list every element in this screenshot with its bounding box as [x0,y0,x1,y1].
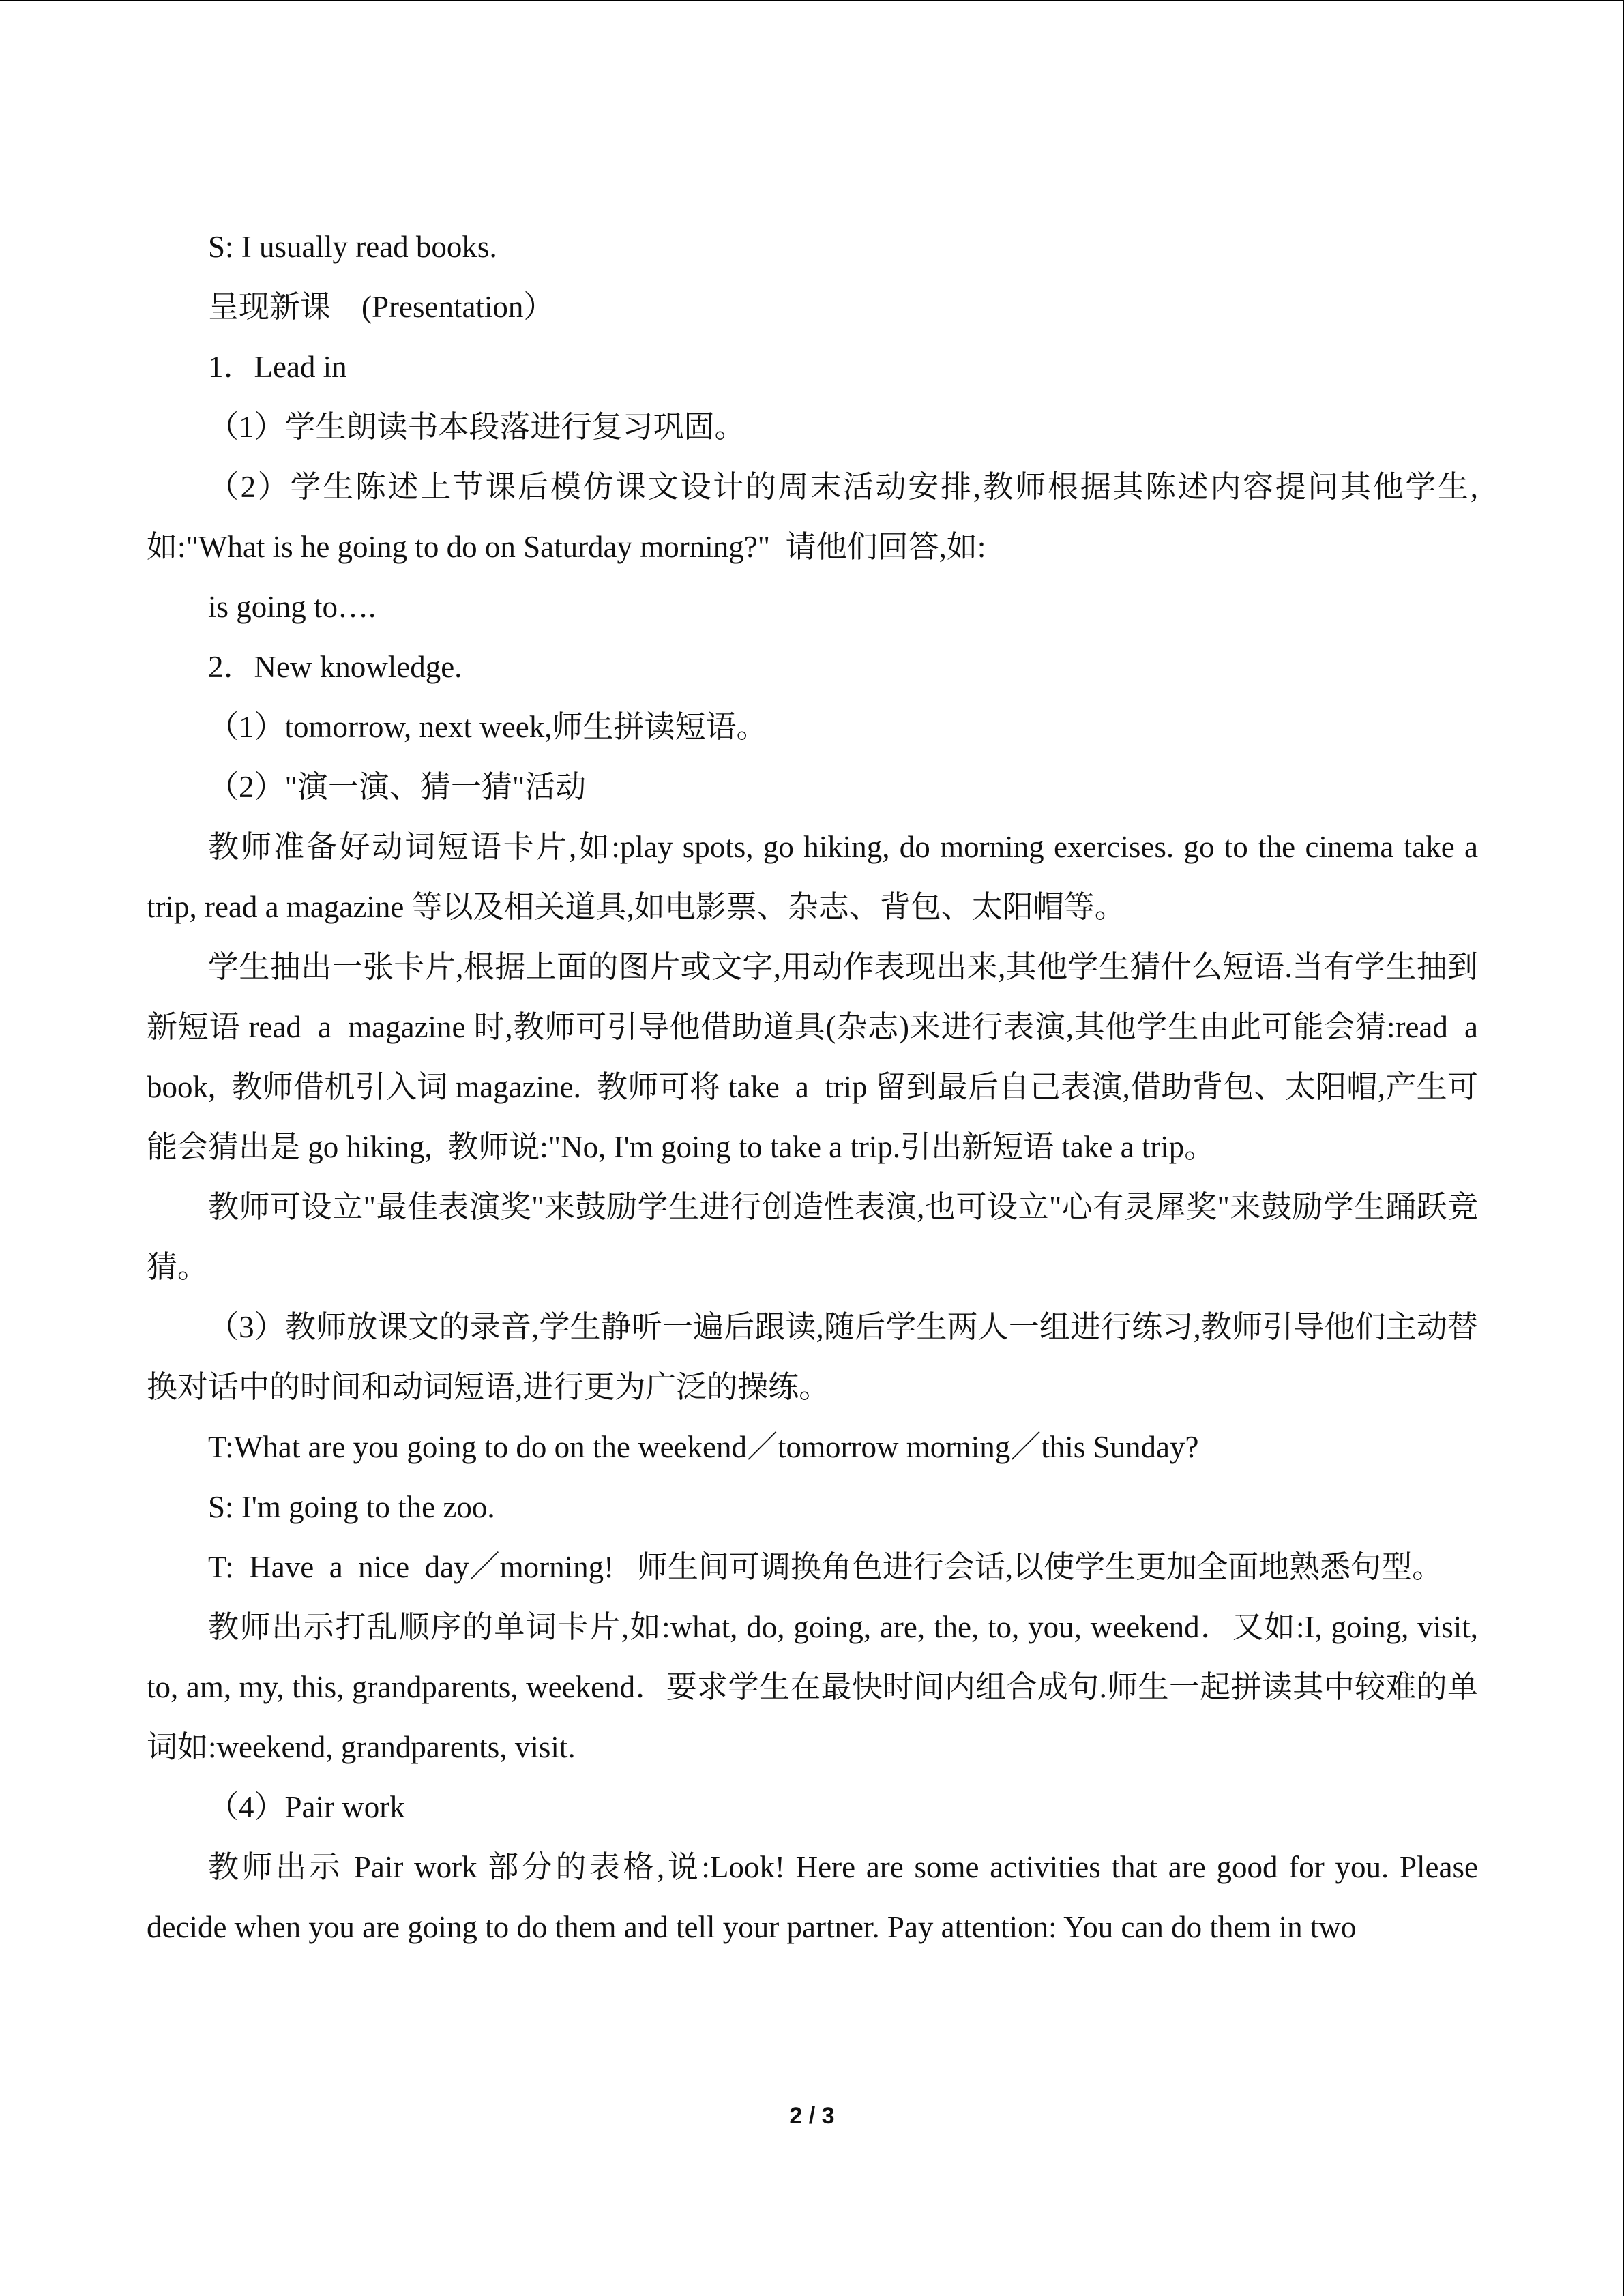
paragraph-pair-work-instructions: 教师出示 Pair work 部分的表格,说:Look! Here are some activities that are good for you. Please decide when you are going to do them and tell your partner. Pay attention: You can do them in two [147,1850,1486,1944]
paragraph-presentation-heading: 呈现新课 (Presentation） [208,290,555,324]
page-top-border [0,0,1624,1]
paragraph-lead-in-step-2: （2）学生陈述上节课后模仿课文设计的周末活动安排,教师根据其陈述内容提问其他学生,如:"What is he going to do on Saturday morning?" 请他们回答,如: [147,470,1478,564]
paragraph-new-knowledge-step-1: （1）tomorrow, next week,师生拼读短语。 [208,710,767,744]
paragraph-new-knowledge-step-2: （2）"演一演、猜一猜"活动 [208,770,587,804]
paragraph-teacher-question: T:What are you going to do on the weekend／tomorrow morning／this Sunday? [208,1430,1199,1464]
paragraph-lead-in-step-1: （1）学生朗读书本段落进行复习巩固。 [208,410,745,444]
document-body [147,217,1494,1957]
paragraph-student-answer: S: I usually read books. [208,230,497,264]
paragraph-phrase-cards: 教师准备好动词短语卡片,如:play spots, go hiking, do morning exercises. go to the cinema take a trip, read a magazine 等以及相关道具,如电影票、杂志、背包、太阳帽等。 [147,830,1486,924]
paragraph-new-knowledge-step-3: （3）教师放课文的录音,学生静听一遍后跟读,随后学生两人一组进行练习,教师引导他们主动替换对话中的时间和动词短语,进行更为广泛的操练。 [147,1310,1478,1404]
paragraph-is-going-to: is going to…. [208,590,377,624]
paragraph-teacher-reply: T: Have a nice day／morning! 师生间可调换角色进行会话,以使学生更加全面地熟悉句型。 [208,1550,1443,1584]
paragraph-awards: 教师可设立"最佳表演奖"来鼓励学生进行创造性表演,也可设立"心有灵犀奖"来鼓励学生踊跃竞猜。 [147,1190,1478,1284]
paragraph-pair-work-heading: （4）Pair work [208,1790,405,1824]
paragraph-student-reply: S: I'm going to the zoo. [208,1490,495,1524]
paragraph-card-acting: 学生抽出一张卡片,根据上面的图片或文字,用动作表现出来,其他学生猜什么短语.当有学生抽到新短语 read a magazine 时,教师可引导他借助道具(杂志)来进行表演,其他学生由此可能会猜:read a book, 教师借机引入词 magazine. 教师可将 take a trip 留到最后自己表演,借助背包、太阳帽,产生可能会猜出是 go hiking, 教师说:"No, I'm going to take a trip.引出新短语 take a trip。 [147,950,1494,1164]
paragraph-word-cards: 教师出示打乱顺序的单词卡片,如:what, do, going, are, the, to, you, weekend．又如:I, going, visit, to, am, my, this, grandparents, weekend．要求学生在最快时间内组合成句.师生一起拼读其中较难的单词如:weekend, grandparents, visit. [147,1610,1486,1764]
page-number: 2 / 3 [789,2103,835,2129]
paragraph-new-knowledge-heading: 2．New knowledge. [208,650,462,684]
paragraph-lead-in-heading: 1．Lead in [208,350,347,384]
